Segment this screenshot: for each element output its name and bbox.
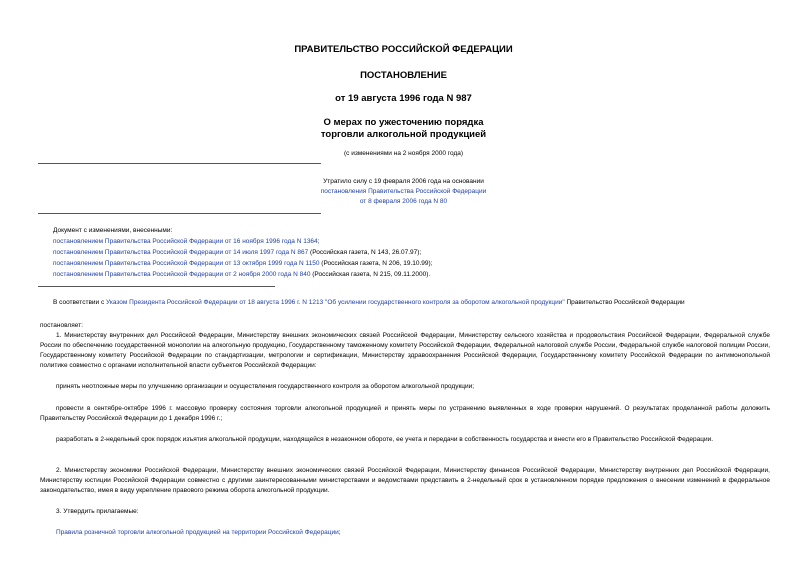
amendment-link[interactable]: постановлением Правительства Российской Федерации от 13 октября 1999 года N 1150 — [53, 260, 320, 267]
separator-3 — [38, 286, 275, 287]
repeal-link-line-3[interactable]: от 8 февраля 2006 года N 80 — [359, 198, 448, 205]
amendment-tail: (Российская газета, N 215, 09.11.2000). — [310, 271, 431, 278]
amendments-intro: Документ с изменениями, внесенными: — [53, 227, 173, 234]
paragraph-2: 2. Министерству экономики Российской Федерации, Министерству внешних экономических связей Российской Федерации, Министерству финансов Российской Федерации, Министерству внутренних дел Российской Федерации, Министерству юстиции Российской Федерации совместно с другими заинтересованными министерствами и ведомствами представить в 2-недельный срок в установленном порядке предложения о внесении изменений в федеральное законодательство, имея в виду укрепление правового режима оборота алкогольной продукции. — [40, 467, 770, 494]
amendment-item — [53, 270, 430, 280]
amendment-tail: (Российская газета, N 143, 26.07.97); — [308, 249, 422, 256]
paragraph-1c: разработать в 2-недельный срок порядок изъятия алкогольной продукции, находящейся в незаконном обороте, ее учета и передачи в собственность государства и внести его в Правительство Российской Федерации. — [56, 436, 714, 443]
paragraph-1: 1. Министерству внутренних дел Российской Федерации, Министерству внешних экономических связей Российской Федерации, Министерству сельского хозяйства и продовольствия Российской Федерации, Федеральной службе России по обеспечению государственной монополии на алкогольную продукцию, Государственному таможенному комитету Российской Федерации, Федеральной налоговой службе России, Федеральной службе налоговой полиции России, Государственному комитету Российской Федерации по стандартизации, метрологии и сертификации, Министерству здравоохранения Российской Федерации, Государственному комитету Российской Федерации по антимонопольной политике совместно с органами исполнительной власти субъектов Российской Федерации: — [40, 332, 770, 369]
repeal-line-1: Утратило силу с 19 февраля 2006 года на основании — [323, 178, 484, 185]
date-number: от 19 августа 1996 года N 987 — [335, 93, 472, 104]
resolves-label: постановляет: — [40, 322, 83, 329]
title-line-2: торговли алкогольной продукцией — [320, 129, 487, 140]
title-line-1: О мерах по ужесточению порядка — [323, 117, 484, 128]
separator-1 — [38, 163, 321, 164]
amendment-item — [53, 248, 421, 258]
amended-note: (с изменениями на 2 ноября 2000 года) — [343, 150, 464, 157]
amendment-item — [53, 237, 319, 247]
rules-link[interactable]: Правила розничной торговли алкогольной продукцией на территории Российской Федерации — [56, 529, 339, 536]
paragraph-1b: провести в сентябре-октябре 1996 г. массовую проверку состояния торговли алкогольной продукцией и принять меры по устранению выявленных в ходе проверки нарушений. О результатах проделанной работы доложить Правительству Российской Федерации до 1 декабря 1996 г.; — [40, 405, 770, 422]
amendment-item — [53, 259, 433, 269]
government-heading: ПРАВИТЕЛЬСТВО РОССИЙСКОЙ ФЕДЕРАЦИИ — [294, 44, 513, 55]
amendment-link[interactable]: постановлением Правительства Российской Федерации от 14 июля 1997 года N 867 — [53, 249, 309, 256]
amendment-link[interactable]: постановлением Правительства Российской Федерации от 2 ноября 2000 года N 840 — [53, 271, 311, 278]
decree-link[interactable]: Указом Президента Российской Федерации от 18 августа 1996 г. N 1213 "Об усилении государственного контроля за оборотом алкогольной продукции" — [106, 299, 565, 306]
amendment-link[interactable]: постановлением Правительства Российской Федерации от 16 ноября 1996 года N 1364 — [53, 238, 318, 245]
rules-item: Правила розничной торговли алкогольной продукцией на территории Российской Федерации; — [56, 529, 341, 536]
document-type: ПОСТАНОВЛЕНИЕ — [360, 70, 447, 81]
amendment-tail: (Российская газета, N 206, 19.10.99); — [319, 260, 433, 267]
repeal-link-line-2[interactable]: постановления Правительства Российской Федерации — [320, 188, 487, 195]
preamble: В соответствии с Указом Президента Российской Федерации от 18 августа 1996 г. N 1213 "Об усилении государственного контроля за оборотом алкогольной продукции" Правительство Российской Федерации — [53, 299, 685, 306]
amendment-tail: ; — [317, 238, 320, 245]
paragraph-1a: принять неотложные меры по улучшению организации и осуществления государственного контроля за оборотом алкогольной продукции; — [56, 383, 475, 390]
separator-2 — [38, 213, 321, 214]
paragraph-3: 3. Утвердить прилагаемые: — [56, 508, 139, 515]
